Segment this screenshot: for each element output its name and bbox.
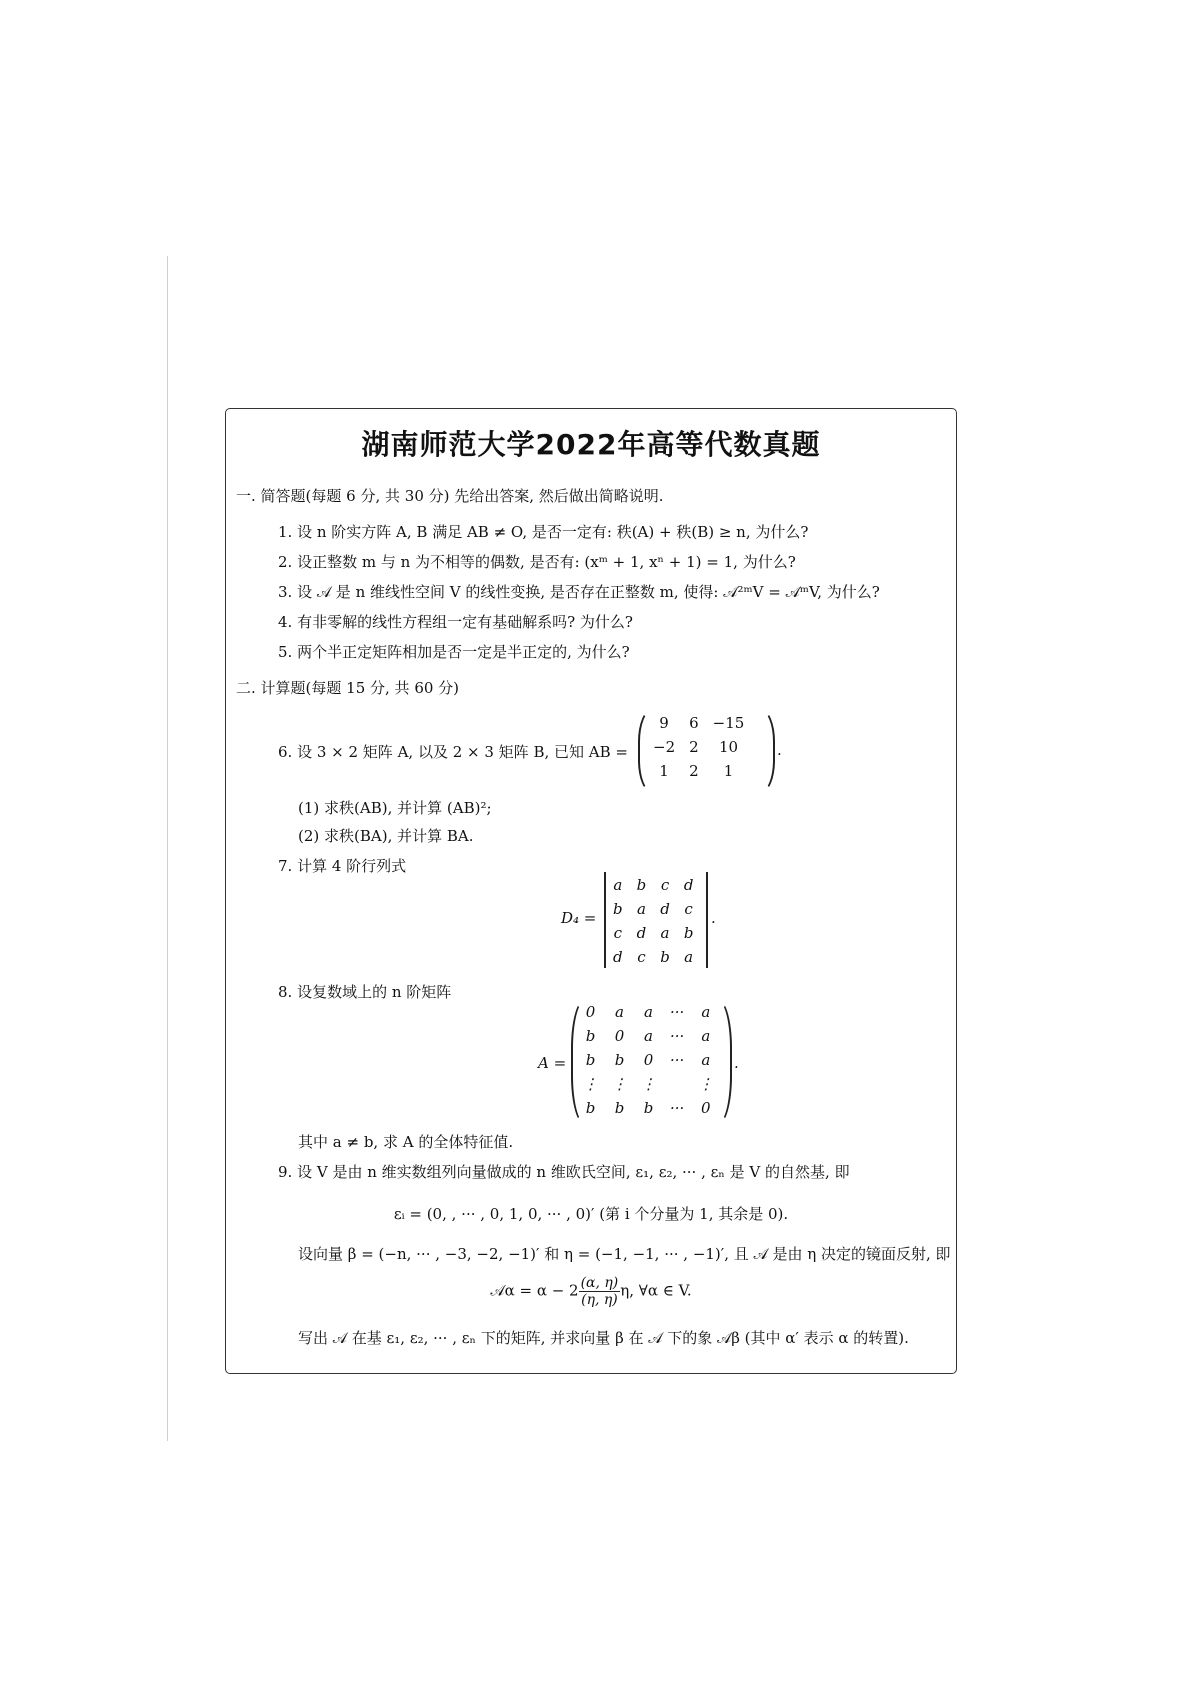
q6-matrix <box>646 711 751 783</box>
question-1: 1. 设 n 阶实方阵 A, B 满足 AB ≠ O, 是否一定有: 秩(A) + 秩(B) ≥ n, 为什么? <box>278 523 809 541</box>
matrix-cell: 0 <box>701 1099 711 1117</box>
matrix-row <box>576 1096 720 1120</box>
question-2: 2. 设正整数 m 与 n 为不相等的偶数, 是否有: (xᵐ + 1, xⁿ + 1) = 1, 为什么? <box>278 553 796 571</box>
matrix-cell: b <box>585 1027 596 1045</box>
exam-frame <box>225 408 957 1374</box>
matrix-cell: 2 <box>689 738 699 756</box>
question-9-vectors: 设向量 β = (−n, ··· , −3, −2, −1)′ 和 η = (−1, −1, ··· , −1)′, 且 𝒜 是由 η 决定的镜面反射, 即 <box>298 1245 951 1263</box>
matrix-cell: d <box>683 876 694 894</box>
matrix-row <box>606 873 700 897</box>
q8-label: A = <box>538 1054 567 1072</box>
matrix-cell: −15 <box>712 714 745 732</box>
matrix-cell: d <box>636 924 647 942</box>
matrix-table <box>606 873 700 969</box>
matrix-cell: a <box>644 1027 653 1045</box>
matrix-cell: b <box>585 1051 596 1069</box>
matrix-right-paren <box>718 999 732 1125</box>
question-9: 9. 设 V 是由 n 维实数组列向量做成的 n 维欧氏空间, ε₁, ε₂, ··· , εₙ 是 V 的自然基, 即 <box>278 1163 850 1181</box>
question-9-basis: εᵢ = (0, , ··· , 0, 1, 0, ··· , 0)′ (第 i 个分量为 1, 其余是 0). <box>393 1205 789 1223</box>
matrix-cell: a <box>701 1003 711 1021</box>
matrix-cell: b <box>643 1099 654 1117</box>
matrix-cell: 0 <box>585 1003 596 1021</box>
fraction-numerator: (α, η) <box>580 1275 619 1291</box>
matrix-cell: a <box>613 876 623 894</box>
matrix-row <box>576 1072 720 1096</box>
matrix-cell: 0 <box>614 1027 625 1045</box>
matrix-cell: ··· <box>670 1099 685 1117</box>
matrix-row <box>606 897 700 921</box>
matrix-cell: b <box>614 1099 625 1117</box>
page-margin-line <box>167 256 168 1441</box>
matrix-table <box>576 1000 720 1120</box>
matrix-cell: 1 <box>659 762 669 780</box>
matrix-cell: 9 <box>659 714 669 732</box>
question-8-tail: 其中 a ≠ b, 求 A 的全体特征值. <box>298 1133 514 1151</box>
question-9-formula <box>226 1275 956 1308</box>
matrix-row <box>646 735 751 759</box>
question-6-part-1: (1) 求秩(AB), 并计算 (AB)²; <box>298 799 492 817</box>
question-4: 4. 有非零解的线性方程组一定有基础解系吗? 为什么? <box>278 613 633 631</box>
matrix-cell: b <box>614 1051 625 1069</box>
question-9-final: 写出 𝒜 在基 ε₁, ε₂, ··· , εₙ 下的矩阵, 并求向量 β 在 𝒜 下的象 𝒜β (其中 α′ 表示 α 的转置). <box>298 1329 909 1347</box>
question-5: 5. 两个半正定矩阵相加是否一定是半正定的, 为什么? <box>278 643 630 661</box>
matrix-row <box>606 921 700 945</box>
matrix-row <box>646 759 751 783</box>
formula-fraction <box>579 1275 621 1308</box>
matrix-cell: b <box>585 1099 596 1117</box>
matrix-table <box>646 711 751 783</box>
matrix-cell: b <box>636 876 647 894</box>
matrix-cell: 0 <box>643 1051 654 1069</box>
matrix-cell: 1 <box>723 762 734 780</box>
q8-period: . <box>734 1054 739 1072</box>
matrix-cell: a <box>701 1027 711 1045</box>
matrix-cell: d <box>613 948 623 966</box>
question-6: 6. 设 3 × 2 矩阵 A, 以及 2 × 3 矩阵 B, 已知 AB = <box>278 743 628 761</box>
matrix-cell: a <box>615 1003 624 1021</box>
matrix-row <box>576 1000 720 1024</box>
matrix-cell: −2 <box>653 738 676 756</box>
question-6-part-2: (2) 求秩(BA), 并计算 BA. <box>298 827 474 845</box>
q8-matrix <box>576 1000 720 1120</box>
question-7: 7. 计算 4 阶行列式 <box>278 857 407 875</box>
question-3: 3. 设 𝒜 是 n 维线性空间 V 的线性变换, 是否存在正整数 m, 使得: 𝒜²ᵐV = 𝒜ᵐV, 为什么? <box>278 583 880 601</box>
matrix-row <box>576 1048 720 1072</box>
q7-period: . <box>711 909 716 927</box>
matrix-cell: c <box>613 924 622 942</box>
matrix-cell: ⋮ <box>583 1075 598 1093</box>
matrix-cell: a <box>684 948 694 966</box>
matrix-row <box>576 1024 720 1048</box>
matrix-cell: c <box>660 876 670 894</box>
page-title: 湖南师范大学2022年高等代数真题 <box>361 428 821 461</box>
formula-left: 𝒜α = α − 2 <box>490 1281 579 1300</box>
section-2-heading: 二. 计算题(每题 15 分, 共 60 分) <box>236 679 460 697</box>
question-8: 8. 设复数域上的 n 阶矩阵 <box>278 983 452 1001</box>
matrix-cell: d <box>660 900 670 918</box>
matrix-cell: b <box>613 900 623 918</box>
formula-right: η, ∀α ∈ V. <box>620 1281 692 1300</box>
matrix-cell: ··· <box>670 1027 685 1045</box>
matrix-cell: c <box>684 900 693 918</box>
matrix-row <box>606 945 700 969</box>
matrix-cell: 6 <box>689 714 699 732</box>
matrix-right-paren <box>761 709 775 793</box>
matrix-cell: a <box>701 1051 711 1069</box>
matrix-cell <box>663 1072 691 1096</box>
matrix-row <box>646 711 751 735</box>
matrix-cell: ⋮ <box>698 1075 714 1093</box>
matrix-cell: b <box>683 924 694 942</box>
fraction-denominator: (η, η) <box>581 1292 618 1308</box>
matrix-cell: a <box>660 924 670 942</box>
matrix-cell: 10 <box>718 738 739 756</box>
det-right-bar <box>706 872 708 968</box>
q6-period: . <box>777 741 782 759</box>
matrix-cell: ⋮ <box>641 1075 656 1093</box>
matrix-cell: ··· <box>670 1003 685 1021</box>
q7-label: D₄ = <box>561 909 597 927</box>
matrix-cell: ··· <box>670 1051 685 1069</box>
matrix-cell: c <box>637 948 646 966</box>
matrix-cell: 2 <box>689 762 699 780</box>
matrix-cell: a <box>636 900 646 918</box>
section-1-heading: 一. 简答题(每题 6 分, 共 30 分) 先给出答案, 然后做出简略说明. <box>236 487 664 505</box>
matrix-cell: b <box>660 948 670 966</box>
matrix-cell: ⋮ <box>612 1075 627 1093</box>
q7-matrix <box>606 873 700 969</box>
matrix-cell: a <box>644 1003 653 1021</box>
